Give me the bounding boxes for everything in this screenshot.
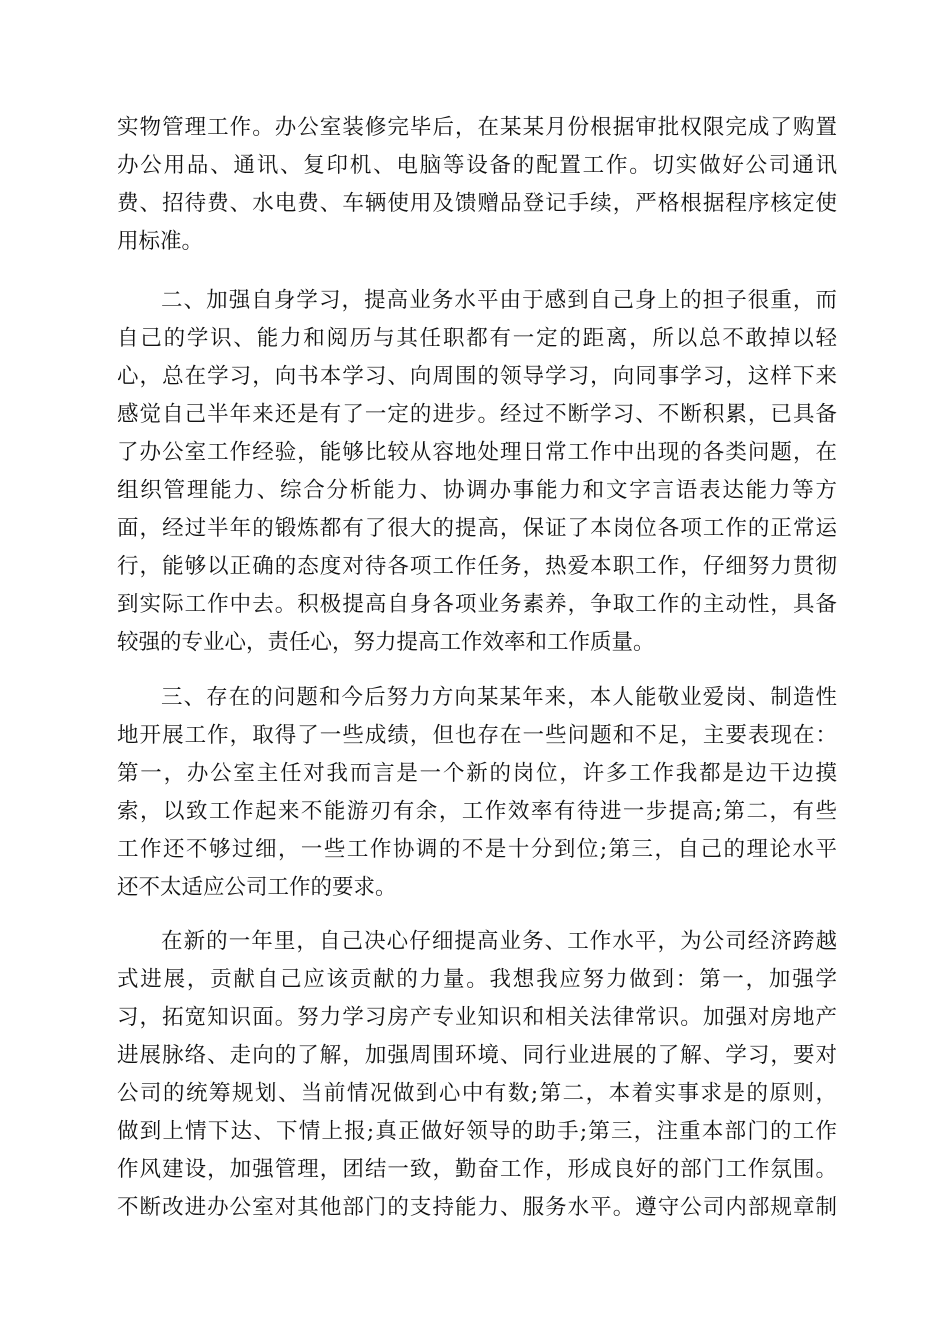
- text-line: 办公用品、通讯、复印机、电脑等设备的配置工作。切实做好公司通讯: [117, 153, 837, 178]
- text-line: 了办公室工作经验，能够比较从容地处理日常工作中出现的各类问题，在: [117, 440, 837, 465]
- text-line: 在新的一年里，自己决心仔细提高业务、工作水平，为公司经济跨越: [161, 929, 837, 954]
- text-line: 还不太适应公司工作的要求。: [117, 875, 397, 900]
- text-line: 自己的学识、能力和阅历与其任职都有一定的距离，所以总不敢掉以轻: [117, 326, 837, 351]
- text-line: 二、加强自身学习，提高业务水平由于感到自己身上的担子很重，而: [161, 288, 837, 313]
- text-line: 习，拓宽知识面。努力学习房产专业知识和相关法律常识。加强对房地产: [117, 1005, 837, 1030]
- text-line: 到实际工作中去。积极提高自身各项业务素养，争取工作的主动性，具备: [117, 592, 837, 617]
- text-line: 做到上情下达、下情上报;真正做好领导的助手;第三，注重本部门的工作: [117, 1119, 837, 1144]
- text-line: 不断改进办公室对其他部门的支持能力、服务水平。遵守公司内部规章制: [117, 1195, 837, 1220]
- text-line: 公司的统筹规划、当前情况做到心中有数;第二，本着实事求是的原则，: [117, 1081, 837, 1106]
- paragraph-2: [117, 282, 837, 662]
- text-line: 用标准。: [117, 229, 204, 254]
- text-line: 进展脉络、走向的了解，加强周围环境、同行业进展的了解、学习，要对: [117, 1043, 837, 1068]
- text-line: 较强的专业心，责任心，努力提高工作效率和工作质量。: [117, 630, 655, 655]
- text-line: 地开展工作，取得了一些成绩，但也存在一些问题和不足，主要表现在：: [117, 723, 837, 748]
- text-line: 费、招待费、水电费、车辆使用及馈赠品登记手续，严格根据程序核定使: [117, 191, 837, 216]
- text-line: 第一，办公室主任对我而言是一个新的岗位，许多工作我都是边干边摸: [117, 761, 837, 786]
- text-line: 作风建设，加强管理，团结一致，勤奋工作，形成良好的部门工作氛围。: [117, 1157, 837, 1182]
- text-line: 心，总在学习，向书本学习、向周围的领导学习，向同事学习，这样下来: [117, 364, 837, 389]
- text-line: 式进展，贡献自己应该贡献的力量。我想我应努力做到：第一，加强学: [117, 967, 837, 992]
- text-line: 工作还不够过细，一些工作协调的不是十分到位;第三，自己的理论水平: [117, 837, 837, 862]
- text-line: 三、存在的问题和今后努力方向某某年来，本人能敬业爱岗、制造性: [161, 685, 837, 710]
- text-line: 行，能够以正确的态度对待各项工作任务，热爱本职工作，仔细努力贯彻: [117, 554, 837, 579]
- text-line: 面，经过半年的锻炼都有了很大的提高，保证了本岗位各项工作的正常运: [117, 516, 837, 541]
- text-line: 实物管理工作。办公室装修完毕后，在某某月份根据审批权限完成了购置: [117, 115, 837, 140]
- text-line: 感觉自己半年来还是有了一定的进步。经过不断学习、不断积累，已具备: [117, 402, 837, 427]
- paragraph-1: [117, 109, 837, 261]
- text-line: 索，以致工作起来不能游刃有余，工作效率有待进一步提高;第二，有些: [117, 799, 837, 824]
- text-line: 组织管理能力、综合分析能力、协调办事能力和文字言语表达能力等方: [117, 478, 837, 503]
- paragraph-3: [117, 679, 837, 907]
- paragraph-4: [117, 923, 837, 1227]
